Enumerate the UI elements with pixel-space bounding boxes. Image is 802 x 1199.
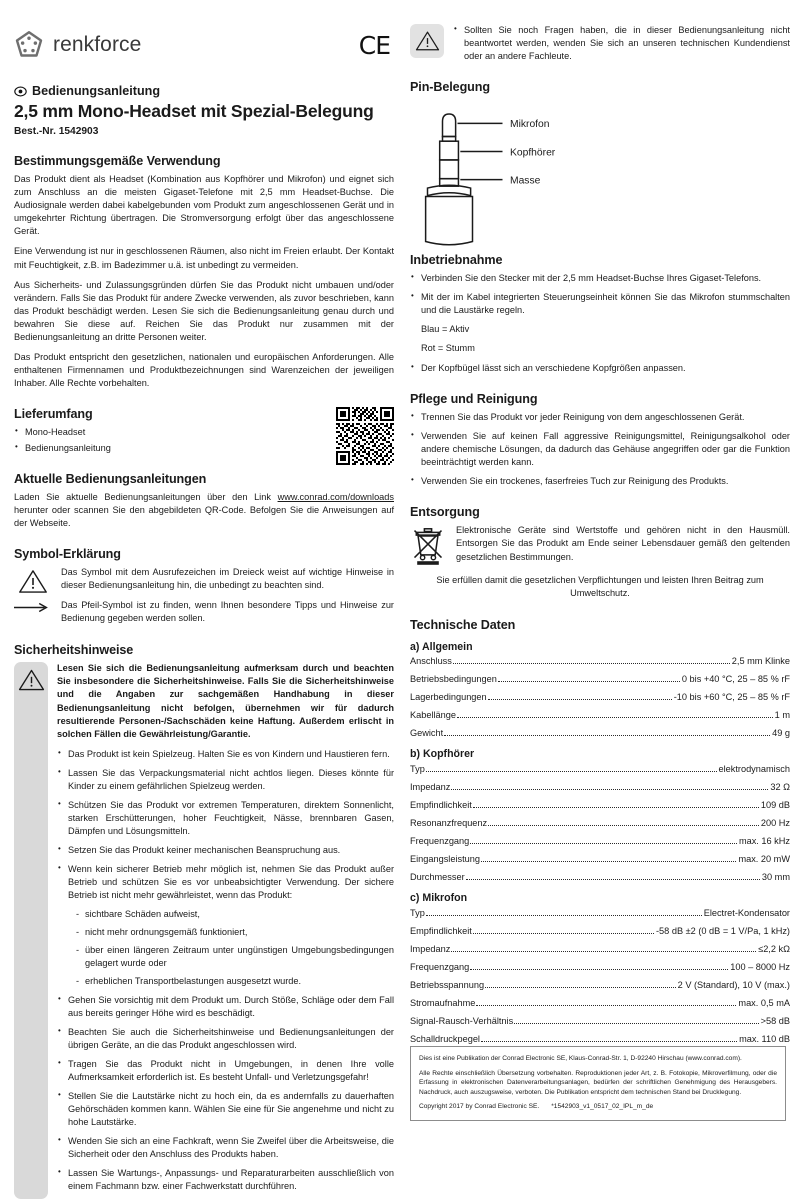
spec-row [410, 656, 790, 667]
eye-icon [14, 85, 27, 98]
leader-dots [498, 681, 680, 682]
startup-note: Rot = Stumm [410, 342, 790, 355]
list-item: • Wenn kein sicherer Betrieb mehr möglich ist, nehmen Sie das Produkt außer Betrieb und schützen Sie es vor unbeabsichtigter Verwendung. Der sichere Betrieb ist nicht mehr gewährleistet, wenn das Produkt: [57, 863, 394, 902]
spec-value: 32 Ω [770, 782, 790, 793]
spec-value: max. 16 kHz [739, 836, 790, 847]
manuals-text-before: Laden Sie aktuelle Bedienungsanleitungen über den Link [14, 492, 278, 502]
list-item: • Lassen Sie das Verpackungsmaterial nicht achtlos liegen. Dieses könnte für Kinder zu einem gefährlichen Spielzeug werden. [57, 767, 394, 793]
list-item: - über einen längeren Zeitraum unter ungünstigen Umgebungsbedingungen gelagert wurde oder [75, 944, 394, 970]
spec-row [410, 800, 790, 811]
current-manuals-text [14, 491, 394, 530]
tech-group-label: a) Allgemein [410, 641, 790, 654]
list-item: • Beachten Sie auch die Sicherheitshinweise und Bedienungsanleitungen der übrigen Geräte, an die das Produkt angeschlossen wird. [57, 1026, 394, 1052]
spec-value: max. 20 mW [738, 854, 790, 865]
leader-dots [488, 699, 672, 700]
leader-dots [426, 915, 702, 916]
tech-data-table [410, 641, 790, 1046]
list-item: • Trennen Sie das Produkt vor jeder Reinigung von dem angeschlossenen Gerät. [410, 411, 790, 424]
leader-dots [470, 843, 737, 844]
spec-key: Impedanz [410, 782, 450, 793]
leader-dots [514, 1023, 758, 1024]
legal-rights: Alle Rechte einschließlich Übersetzung vorbehalten. Reproduktionen jeder Art, z. B. Fotokopie, Mikroverfilmung, oder die Erfassung in elektronischen Datenverarbeitungsanlagen, bedürfen der schriftlichen Genehmigung des Herausgebers. Nachdruck, auch auszugsweise, verboten. Die Publikation entspricht dem technischen Stand bei Drucklegung. [419, 1069, 777, 1098]
spec-row [410, 998, 790, 1009]
spec-key: Typ [410, 908, 425, 919]
spec-key: Betriebsbedingungen [410, 674, 497, 685]
warning-triangle-icon [14, 566, 52, 595]
startup-list-continued [410, 362, 790, 375]
spec-row [410, 854, 790, 865]
list-item: • Schützen Sie das Produkt vor extremen Temperaturen, direktem Sonnenlicht, starken Erschütterungen, hoher Feuchtigkeit, Nässe, brennbaren Gasen, Dämpfen und Lösungsmitteln. [57, 799, 394, 838]
leader-dots [485, 987, 676, 988]
list-item: - erheblichen Transportbelastungen ausgesetzt wurde. [75, 975, 394, 988]
safety-continued-list [453, 24, 790, 63]
section-heading-disposal: Entsorgung [410, 505, 790, 519]
legal-publisher: Dies ist eine Publikation der Conrad Electronic SE, Klaus-Conrad-Str. 1, D-92240 Hirschau (www.conrad.com). [419, 1054, 777, 1064]
document-type-label: Bedienungsanleitung [32, 84, 160, 98]
leader-dots [451, 951, 756, 952]
brand-name: renkforce [53, 33, 141, 57]
crossed-out-wheelie-bin-icon [410, 524, 448, 570]
warning-triangle-icon [410, 24, 444, 58]
leader-dots [473, 807, 759, 808]
safety-continued-block [410, 24, 790, 63]
section-heading-current-manuals: Aktuelle Bedienungsanleitungen [14, 472, 394, 486]
spec-key: Gewicht [410, 728, 443, 739]
right-column [410, 18, 790, 1052]
arrow-right-icon [14, 599, 52, 613]
leader-dots [470, 969, 728, 970]
spec-key: Lagerbedingungen [410, 692, 487, 703]
symbol-entry-text: Das Symbol mit dem Ausrufezeichen im Dreieck weist auf wichtige Hinweise in dieser Bedienungsanleitung hin, die unbedingt zu beachten sind. [61, 566, 394, 592]
spec-value: 2,5 mm Klinke [732, 656, 790, 667]
list-item: • Mit der im Kabel integrierten Steuerungseinheit können Sie das Mikrofon stummschalten und die Laustärke regeln. [410, 291, 790, 317]
section-heading-tech-data: Technische Daten [410, 618, 790, 632]
leader-dots [481, 1041, 737, 1042]
section-heading-pinout: Pin-Belegung [410, 80, 790, 94]
disposal-footer: Sie erfüllen damit die gesetzlichen Verpflichtungen und leisten Ihren Beitrag zum Umweltschutz. [410, 574, 790, 601]
downloads-link[interactable]: www.conrad.com/downloads [278, 492, 394, 502]
list-item: • Verwenden Sie ein trockenes, faserfreies Tuch zur Reinigung des Produkts. [410, 475, 790, 488]
spec-key: Signal-Rausch-Verhältnis [410, 1016, 513, 1027]
intended-use-paragraph: Das Produkt entspricht den gesetzlichen, nationalen und europäischen Anforderungen. Alle enthaltenen Firmennamen und Produktbezeichnungen sind Warenzeichen der jeweiligen Inhaber. Alle Rechte vorbehalten. [14, 351, 394, 390]
section-heading-safety: Sicherheitshinweise [14, 643, 394, 657]
ce-mark-icon: CE [359, 31, 394, 60]
warning-triangle-icon [18, 668, 45, 1199]
list-item: • Verbinden Sie den Stecker mit der 2,5 mm Headset-Buchse Ihres Gigaset-Telefons. [410, 272, 790, 285]
spec-value: Electret-Kondensator [704, 908, 790, 919]
spec-key: Eingangsleistung [410, 854, 480, 865]
spec-value: 49 g [772, 728, 790, 739]
spec-key: Anschluss [410, 656, 452, 667]
safety-list [57, 748, 394, 903]
list-item: - nicht mehr ordnungsgemäß funktioniert, [75, 926, 394, 939]
intended-use-paragraph: Das Produkt dient als Headset (Kombination aus Kopfhörer und Mikrofon) und eignet sich zum Anschluss an die meisten Gigaset-Telefone mit 2,5 mm Headset-Buchse. Die Audiosignale werden dabei kabelgebunden vom Produkt zum angeschlossenen Gerät und in umgekehrter Richtung übertragen. Die Stromversorgung erfolgt über das angeschlossene Gerät. [14, 173, 394, 238]
spec-row [410, 818, 790, 829]
spec-row [410, 944, 790, 955]
spec-value: 0 bis +40 °C, 25 – 85 % rF [682, 674, 790, 685]
list-item: • Mono-Headset [14, 426, 394, 439]
safety-sub-list [57, 908, 394, 988]
pinout-label-mikrofon: Mikrofon [510, 119, 550, 130]
tech-group-label: c) Mikrofon [410, 892, 790, 905]
spec-row [410, 872, 790, 883]
spec-key: Kabellänge [410, 710, 456, 721]
section-heading-symbol-explanation: Symbol-Erklärung [14, 547, 394, 561]
spec-row [410, 1034, 790, 1045]
section-heading-care: Pflege und Reinigung [410, 392, 790, 406]
spec-row [410, 782, 790, 793]
leader-dots [453, 663, 730, 664]
list-item: • Setzen Sie das Produkt keiner mechanischen Beanspruchung aus. [57, 844, 394, 857]
startup-note: Blau = Aktiv [410, 323, 790, 336]
list-item: • Lassen Sie Wartungs-, Anpassungs- und Reparaturarbeiten ausschließlich von einem Fachmann bzw. einer Fachwerkstatt durchführen. [57, 1167, 394, 1193]
pinout-label-masse: Masse [510, 176, 541, 187]
safety-list-continued [57, 994, 394, 1194]
leader-dots [457, 717, 773, 718]
brand-bar [14, 22, 394, 68]
spec-key: Resonanzfrequenz [410, 818, 487, 829]
leader-dots [426, 771, 717, 772]
leader-dots [451, 789, 768, 790]
list-item: • Bedienungsanleitung [14, 442, 394, 455]
left-column [14, 0, 394, 1199]
spec-key: Empfindlichkeit [410, 926, 472, 937]
legal-copyright: Copyright 2017 by Conrad Electronic SE. [419, 1103, 539, 1110]
section-heading-scope-of-delivery: Lieferumfang [14, 407, 394, 421]
spec-key: Frequenzgang [410, 836, 469, 847]
legal-copyright-row [419, 1102, 777, 1112]
tech-group-label: b) Kopfhörer [410, 748, 790, 761]
spec-key: Typ [410, 764, 425, 775]
spec-value: 109 dB [761, 800, 790, 811]
symbol-entry-warning [14, 566, 394, 595]
list-item: • Sollten Sie noch Fragen haben, die in dieser Bedienungsanleitung nicht beantwortet werden, wenden Sie sich an unseren technischen Kundendienst oder an andere Fachleute. [453, 24, 790, 63]
spec-key: Schalldruckpegel [410, 1034, 480, 1045]
spec-value: -10 bis +60 °C, 25 – 85 % rF [674, 692, 790, 703]
safety-block [14, 662, 394, 1199]
spec-row [410, 1016, 790, 1027]
spec-value: -58 dB ±2 (0 dB = 1 V/Pa, 1 kHz) [656, 926, 790, 937]
page-title: 2,5 mm Mono-Headset mit Spezial-Belegung [14, 101, 394, 121]
spec-key: Durchmesser [410, 872, 465, 883]
spec-row [410, 710, 790, 721]
list-item: • Der Kopfbügel lässt sich an verschiedene Kopfgrößen anpassen. [410, 362, 790, 375]
intended-use-paragraph: Aus Sicherheits- und Zulassungsgründen dürfen Sie das Produkt nicht umbauen und/oder verändern. Falls Sie das Produkt für andere Zwecke verwenden, als zuvor beschrieben, kann das Produkt beschädigt werden. Lesen Sie sich die Bedienungsanleitung genau durch und bewahren Sie diese auf. Reichen Sie das Produkt nur zusammen mit der Bedienungsanleitung an dritte Personen weiter. [14, 279, 394, 344]
spec-value: 200 Hz [761, 818, 790, 829]
spec-value: 2 V (Standard), 10 V (max.) [678, 980, 790, 991]
spec-value: max. 0,5 mA [738, 998, 790, 1009]
legal-doc-code: *1542903_v1_0517_02_IPL_m_de [539, 1103, 653, 1110]
care-list [410, 411, 790, 488]
spec-value: >58 dB [761, 1016, 790, 1027]
spec-row [410, 764, 790, 775]
spec-row [410, 728, 790, 739]
order-number: Best.-Nr. 1542903 [14, 126, 394, 137]
section-heading-intended-use: Bestimmungsgemäße Verwendung [14, 154, 394, 168]
spec-value: elektrodynamisch [719, 764, 791, 775]
spec-value: ≤2,2 kΩ [758, 944, 790, 955]
leader-dots [473, 933, 654, 934]
spec-row [410, 692, 790, 703]
legal-footer-box [410, 1046, 786, 1121]
list-item: • Stellen Sie die Lautstärke nicht zu hoch ein, da es andernfalls zu dauerhaften Gehörschäden kommen kann. Wählen Sie eine für Sie angenehme und nicht zu hohe Lautstärke. [57, 1090, 394, 1129]
section-heading-startup: Inbetriebnahme [410, 253, 790, 267]
pinout-label-kopfhoerer: Kopfhörer [510, 147, 556, 158]
safety-lead-text: Lesen Sie sich die Bedienungsanleitung aufmerksam durch und beachten Sie insbesondere die Sicherheitshinweise. Falls Sie die Sicherheitshinweise und die Angaben zur sachgemäßen Handhabung in dieser Bedienungsanleitung nicht befolgen, übernehmen wir für dadurch resultierende Personen-/Sachschäden keine Haftung. Außerdem erlischt in solchen Fällen die Gewährleistung/Garantie. [57, 662, 394, 742]
spec-key: Impedanz [410, 944, 450, 955]
spec-row [410, 674, 790, 685]
safety-icon-bar [14, 662, 48, 1199]
list-item: • Verwenden Sie auf keinen Fall aggressive Reinigungsmittel, Reinigungsalkohol oder andere chemische Lösungen, da dadurch das Gehäuse angegriffen oder gar die Funktion beeinträchtigt werden kann. [410, 430, 790, 469]
spec-value: 1 m [775, 710, 790, 721]
spec-row [410, 980, 790, 991]
spec-value: 30 mm [762, 872, 790, 883]
manuals-text-after: herunter oder scannen Sie den abgebildeten QR-Code. Befolgen Sie die Anweisungen auf der Webseite. [14, 505, 394, 528]
spec-value: 100 – 8000 Hz [730, 962, 790, 973]
intended-use-paragraph: Eine Verwendung ist nur in geschlossenen Räumen, also nicht im Freien erlaubt. Der Kontakt mit Feuchtigkeit, z.B. im Badezimmer u.ä. ist unbedingt zu vermeiden. [14, 245, 394, 271]
leader-dots [481, 861, 736, 862]
leader-dots [466, 879, 760, 880]
spec-value: max. 110 dB [739, 1034, 790, 1045]
list-item: • Wenden Sie sich an eine Fachkraft, wenn Sie Zweifel über die Arbeitsweise, die Sicherheit oder den Anschluss des Produkts haben. [57, 1135, 394, 1161]
list-item: - sichtbare Schäden aufweist, [75, 908, 394, 921]
spec-key: Stromaufnahme [410, 998, 475, 1009]
symbol-entry-text: Das Pfeil-Symbol ist zu finden, wenn Ihnen besondere Tipps und Hinweise zur Bedienung gegeben werden sollen. [61, 599, 394, 625]
spec-row [410, 908, 790, 919]
spec-key: Betriebsspannung [410, 980, 484, 991]
leader-dots [476, 1005, 736, 1006]
scope-of-delivery-section [14, 407, 394, 530]
spec-row [410, 836, 790, 847]
symbol-entry-arrow [14, 599, 394, 625]
list-item: • Das Produkt ist kein Spielzeug. Halten Sie es von Kindern und Haustieren fern. [57, 748, 394, 761]
jack-plug-diagram-icon [410, 99, 790, 249]
spec-row [410, 926, 790, 937]
disposal-text: Elektronische Geräte sind Wertstoffe und gehören nicht in den Hausmüll. Entsorgen Sie das Produkt am Ende seiner Lebensdauer gemäß den geltenden gesetzlichen Bestimmungen. [456, 524, 790, 564]
startup-list [410, 272, 790, 317]
brand-logo [14, 30, 141, 60]
renkforce-pentagon-logo-icon [14, 30, 44, 60]
spec-key: Empfindlichkeit [410, 800, 472, 811]
list-item: • Gehen Sie vorsichtig mit dem Produkt um. Durch Stöße, Schläge oder dem Fall aus bereits geringer Höhe wird es beschädigt. [57, 994, 394, 1020]
disposal-block [410, 524, 790, 570]
leader-dots [488, 825, 759, 826]
spec-row [410, 962, 790, 973]
list-item: • Tragen Sie das Produkt nicht in Umgebungen, in denen Ihre volle Aufmerksamkeit erforderlich ist. Es besteht Unfall- und Verletzungsgefahr! [57, 1058, 394, 1084]
spec-key: Frequenzgang [410, 962, 469, 973]
leader-dots [444, 735, 770, 736]
document-type [14, 84, 394, 98]
safety-body [48, 662, 394, 1199]
